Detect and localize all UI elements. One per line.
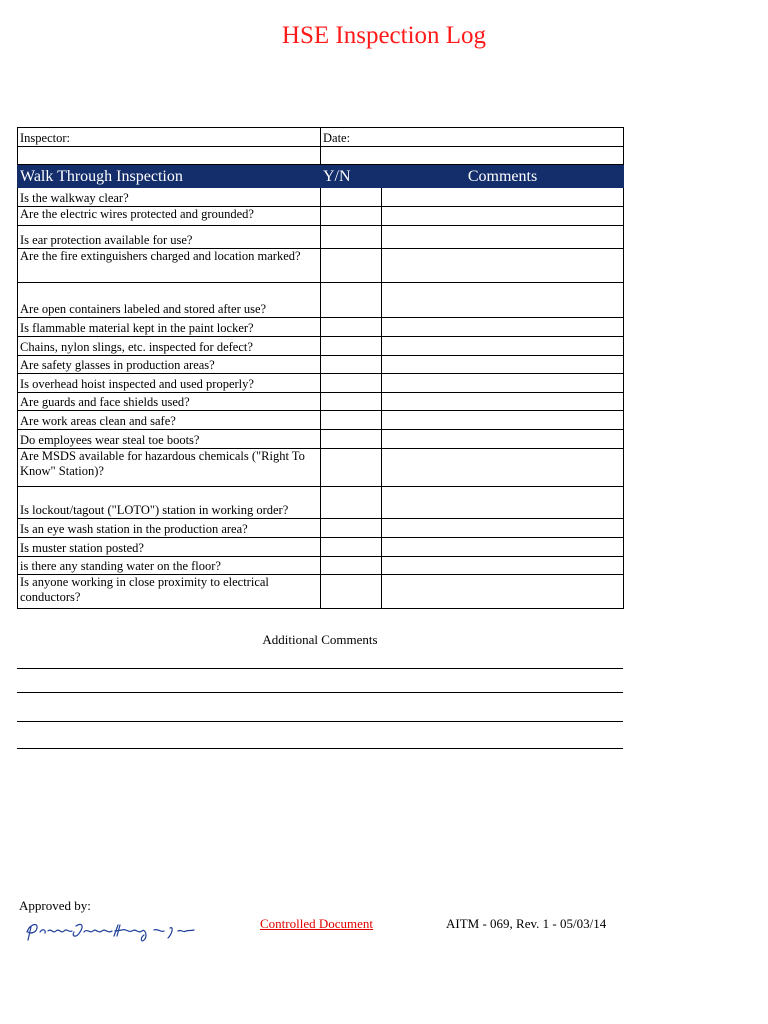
table-row [18,318,624,337]
additional-comments-label: Additional Comments [262,632,378,647]
comments-cell[interactable] [382,538,624,557]
yn-cell[interactable] [321,337,382,356]
yn-cell[interactable] [321,557,382,575]
question-text: Is overhead hoist inspected and used properly? [18,374,321,393]
comments-cell[interactable] [382,188,624,207]
table-row [18,487,624,519]
table-row [18,411,624,430]
question-text: Is ear protection available for use? [18,226,321,249]
table-row [18,249,624,283]
comments-cell[interactable] [382,519,624,538]
comments-cell[interactable] [382,449,624,487]
yn-cell[interactable] [321,519,382,538]
question-text: Are safety glasses in production areas? [18,356,321,374]
table-row [18,374,624,393]
table-row [18,207,624,226]
comments-cell[interactable] [382,557,624,575]
header-walk-through: Walk Through Inspection [18,165,321,188]
table-row [18,519,624,538]
comment-line[interactable] [17,668,623,669]
yn-cell[interactable] [321,430,382,449]
comments-cell[interactable] [382,411,624,430]
comments-cell[interactable] [382,575,624,609]
question-text: Is an eye wash station in the production area? [18,519,321,538]
yn-cell[interactable] [321,188,382,207]
comments-cell[interactable] [382,337,624,356]
table-row [18,283,624,318]
signature-image [24,918,196,944]
table-row [18,538,624,557]
yn-cell[interactable] [321,249,382,283]
question-text: Are the electric wires protected and grounded? [18,207,321,226]
table-row [18,575,624,609]
yn-cell[interactable] [321,226,382,249]
document-reference: AITM - 069, Rev. 1 - 05/03/14 [446,916,607,931]
table-row [18,449,624,487]
table-row [18,188,624,207]
table-row [18,557,624,575]
comments-cell[interactable] [382,249,624,283]
table-row [18,226,624,249]
question-text: Are open containers labeled and stored after use? [18,283,321,318]
comments-cell[interactable] [382,226,624,249]
header-yn: Y/N [321,165,382,188]
table-row [18,337,624,356]
comments-cell[interactable] [382,283,624,318]
comments-cell[interactable] [382,318,624,337]
yn-cell[interactable] [321,393,382,411]
page-title: HSE Inspection Log [281,22,487,49]
comments-cell[interactable] [382,356,624,374]
yn-cell[interactable] [321,283,382,318]
yn-cell[interactable] [321,374,382,393]
question-text: Are guards and face shields used? [18,393,321,411]
date-value-cell[interactable] [321,147,624,165]
question-text: is there any standing water on the floor? [18,557,321,575]
table-header-row [18,165,624,188]
yn-cell[interactable] [321,538,382,557]
yn-cell[interactable] [321,575,382,609]
question-text: Do employees wear steal toe boots? [18,430,321,449]
controlled-document-link[interactable]: Controlled Document [260,916,374,931]
comments-cell[interactable] [382,374,624,393]
comment-line[interactable] [17,748,623,749]
header-comments: Comments [382,165,624,188]
blank-row [18,147,624,165]
yn-cell[interactable] [321,318,382,337]
question-text: Is anyone working in close proximity to electrical conductors? [18,575,321,609]
question-text: Chains, nylon slings, etc. inspected for defect? [18,337,321,356]
question-text: Is the walkway clear? [18,188,321,207]
comments-cell[interactable] [382,207,624,226]
question-text: Are the fire extinguishers charged and location marked? [18,249,321,283]
question-text: Is muster station posted? [18,538,321,557]
inspection-table [17,127,624,609]
comments-cell[interactable] [382,487,624,519]
comment-line[interactable] [17,692,623,693]
comment-line[interactable] [17,721,623,722]
table-row [18,356,624,374]
yn-cell[interactable] [321,411,382,430]
table-row [18,393,624,411]
question-text: Are MSDS available for hazardous chemicals ("Right To Know" Station)? [18,449,321,487]
question-text: Are work areas clean and safe? [18,411,321,430]
approved-by-label: Approved by: [19,898,91,913]
inspector-row [18,128,624,147]
yn-cell[interactable] [321,356,382,374]
comments-cell[interactable] [382,393,624,411]
comments-cell[interactable] [382,430,624,449]
inspector-value-cell[interactable] [18,147,321,165]
yn-cell[interactable] [321,487,382,519]
inspector-label: Inspector: [18,128,321,147]
question-text: Is lockout/tagout ("LOTO") station in working order? [18,487,321,519]
date-label: Date: [321,128,624,147]
table-row [18,430,624,449]
yn-cell[interactable] [321,449,382,487]
question-text: Is flammable material kept in the paint locker? [18,318,321,337]
yn-cell[interactable] [321,207,382,226]
